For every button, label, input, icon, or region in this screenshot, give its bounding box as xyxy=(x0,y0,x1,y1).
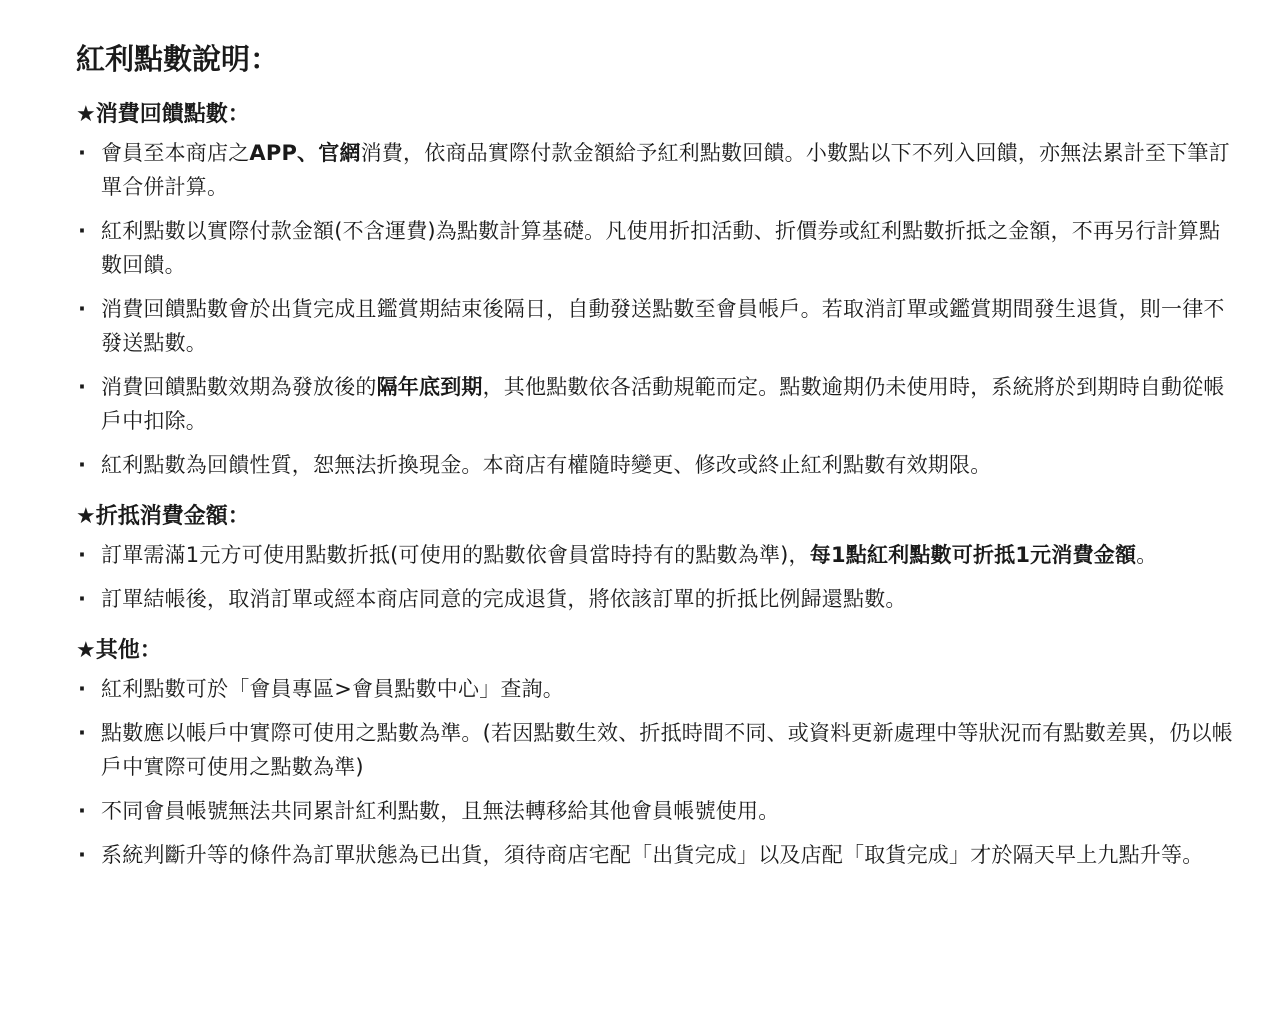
bullet-dot: · xyxy=(78,297,87,321)
item-text xyxy=(101,375,1225,433)
item-text: 訂單結帳後，取消訂單或經本商店同意的完成退貨，將依該訂單的折抵比例歸還點數。 xyxy=(101,587,907,611)
bold-text-segment: 每1點紅利點數可折抵1元消費金額 xyxy=(809,543,1137,567)
section-heading: ★折抵消費金額： xyxy=(76,504,250,529)
bullet-list xyxy=(76,538,1280,616)
text-segment: 消費，依商品實際付款金額給予紅利點數回饋。小數點以下不列入回饋，亦無法累計至下筆訂單合併計算。 xyxy=(101,141,1230,199)
list-item xyxy=(76,292,1236,360)
item-text xyxy=(101,543,1157,567)
item-text: 紅利點數以實際付款金額(不含運費)為點數計算基礎。凡使用折扣活動、折價券或紅利點數折抵之金額，不再另行計算點數回饋。 xyxy=(101,219,1221,277)
bullet-dot: · xyxy=(78,843,87,867)
item-text: 紅利點數可於「會員專區>會員點數中心」查詢。 xyxy=(101,677,564,701)
item-text xyxy=(101,141,1230,199)
text-segment: 消費回饋點數效期為發放後的 xyxy=(101,375,377,399)
bullet-dot: · xyxy=(78,453,87,477)
bullet-list xyxy=(76,136,1280,482)
list-item xyxy=(76,794,1236,828)
section-redeem-amount xyxy=(76,500,1280,616)
list-item xyxy=(76,716,1236,784)
list-item xyxy=(76,136,1236,204)
bullet-dot: · xyxy=(78,799,87,823)
section-other xyxy=(76,634,1280,872)
text-segment: 。 xyxy=(1136,543,1158,567)
text-segment: 會員至本商店之 xyxy=(101,141,250,165)
section-heading: ★其他： xyxy=(76,638,162,663)
section-consumption-rewards xyxy=(76,98,1280,482)
bold-text-segment: APP、官網 xyxy=(249,141,361,165)
bullet-dot: · xyxy=(78,587,87,611)
bullet-dot: · xyxy=(78,219,87,243)
text-segment: ，其他點數依各活動規範而定。點數逾期仍未使用時，系統將於到期時自動從帳戶中扣除。 xyxy=(101,375,1225,433)
bullet-dot: · xyxy=(78,677,87,701)
list-item xyxy=(76,214,1236,282)
bullet-dot: · xyxy=(78,721,87,745)
text-segment: 訂單需滿1元方可使用點數折抵(可使用的點數依會員當時持有的點數為準)， xyxy=(101,543,810,567)
page-title: 紅利點數說明： xyxy=(76,42,280,76)
list-item xyxy=(76,838,1236,872)
item-text: 消費回饋點數會於出貨完成且鑑賞期結束後隔日，自動發送點數至會員帳戶。若取消訂單或鑑賞期間發生退貨，則一律不發送點數。 xyxy=(101,297,1225,355)
bullet-dot: · xyxy=(78,141,87,165)
bullet-dot: · xyxy=(78,375,87,399)
bold-text-segment: 隔年底到期 xyxy=(376,375,483,399)
section-heading: ★消費回饋點數： xyxy=(76,102,250,127)
list-item xyxy=(76,538,1236,572)
item-text: 點數應以帳戶中實際可使用之點數為準。(若因點數生效、折抵時間不同、或資料更新處理中等狀況而有點數差異，仍以帳戶中實際可使用之點數為準) xyxy=(101,721,1233,779)
list-item xyxy=(76,448,1236,482)
list-item xyxy=(76,370,1236,438)
bullet-list xyxy=(76,672,1280,872)
bullet-dot: · xyxy=(78,543,87,567)
list-item xyxy=(76,672,1236,706)
item-text: 不同會員帳號無法共同累計紅利點數，且無法轉移給其他會員帳號使用。 xyxy=(101,799,780,823)
item-text: 系統判斷升等的條件為訂單狀態為已出貨，須待商店宅配「出貨完成」以及店配「取貨完成」才於隔天早上九點升等。 xyxy=(101,843,1204,867)
list-item xyxy=(76,582,1236,616)
item-text: 紅利點數為回饋性質，恕無法折換現金。本商店有權隨時變更、修改或終止紅利點數有效期限。 xyxy=(101,453,992,477)
